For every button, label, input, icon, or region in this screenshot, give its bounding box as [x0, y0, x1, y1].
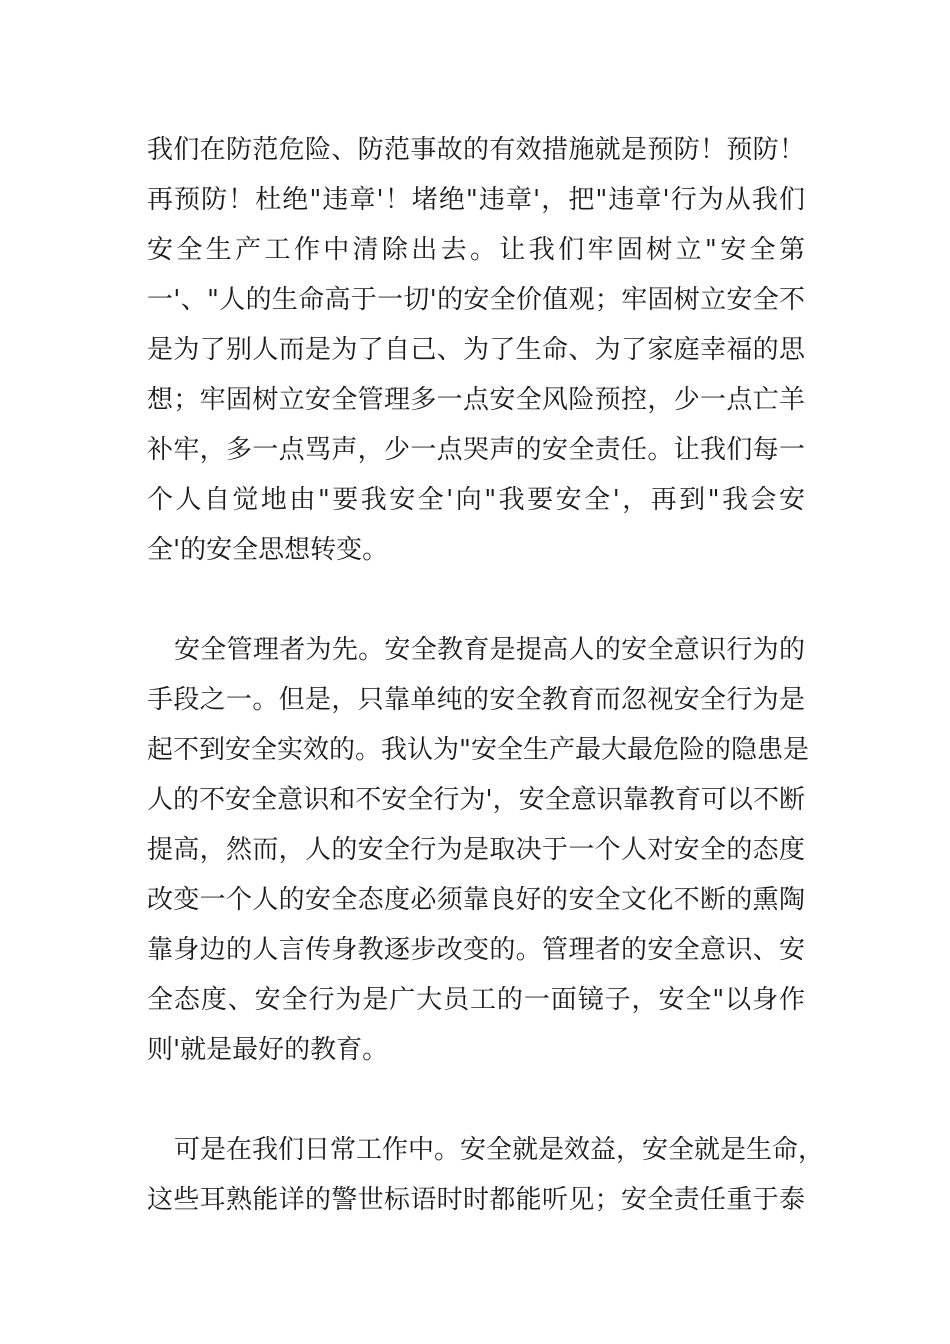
paragraph-1-line-1: 我们在防范危险、防范事故的有效措施就是预防！预防！: [147, 135, 805, 165]
paragraph-1-line-9: 全'的安全思想转变。: [147, 535, 389, 565]
paragraph-1-line-3: 安全生产工作中清除出去。让我们牢固树立"安全第: [147, 235, 805, 265]
paragraph-2-line-7: 靠身边的人言传身教逐步改变的。管理者的安全意识、安: [147, 935, 805, 965]
paragraph-3-line-1: 可是在我们日常工作中。安全就是效益，安全就是生命，: [174, 1135, 825, 1165]
paragraph-2-line-8: 全态度、安全行为是广大员工的一面镜子，安全"以身作: [147, 985, 805, 1015]
paragraph-2-line-4: 人的不安全意识和不安全行为'，安全意识靠教育可以不断: [147, 785, 805, 815]
paragraph-1-line-7: 补牢，多一点骂声，少一点哭声的安全责任。让我们每一: [147, 435, 805, 465]
paragraph-1-line-6: 想；牢固树立安全管理多一点安全风险预控，少一点亡羊: [147, 385, 805, 415]
paragraph-2-line-3: 起不到安全实效的。我认为"安全生产最大最危险的隐患是: [147, 735, 809, 765]
paragraph-2-line-5: 提高，然而，人的安全行为是取决于一个人对安全的态度: [147, 835, 805, 865]
paragraph-1-line-5: 是为了别人而是为了自己、为了生命、为了家庭幸福的思: [147, 335, 805, 365]
paragraph-1-line-8: 个人自觉地由"要我安全'向"我要安全'，再到"我会安: [147, 485, 805, 515]
paragraph-1-line-4: 一'、"人的生命高于一切'的安全价值观；牢固树立安全不: [147, 285, 805, 315]
paragraph-1-line-2: 再预防！杜绝"违章'！堵绝"违章'，把"违章'行为从我们: [147, 185, 805, 215]
paragraph-2-line-2: 手段之一。但是，只靠单纯的安全教育而忽视安全行为是: [147, 685, 805, 715]
paragraph-2-line-1: 安全管理者为先。安全教育是提高人的安全意识行为的: [174, 635, 805, 665]
paragraph-3-line-2: 这些耳熟能详的警世标语时时都能听见；安全责任重于泰: [147, 1185, 805, 1215]
paragraph-2-line-9: 则'就是最好的教育。: [147, 1035, 389, 1065]
paragraph-2-line-6: 改变一个人的安全态度必须靠良好的安全文化不断的熏陶: [147, 885, 805, 915]
